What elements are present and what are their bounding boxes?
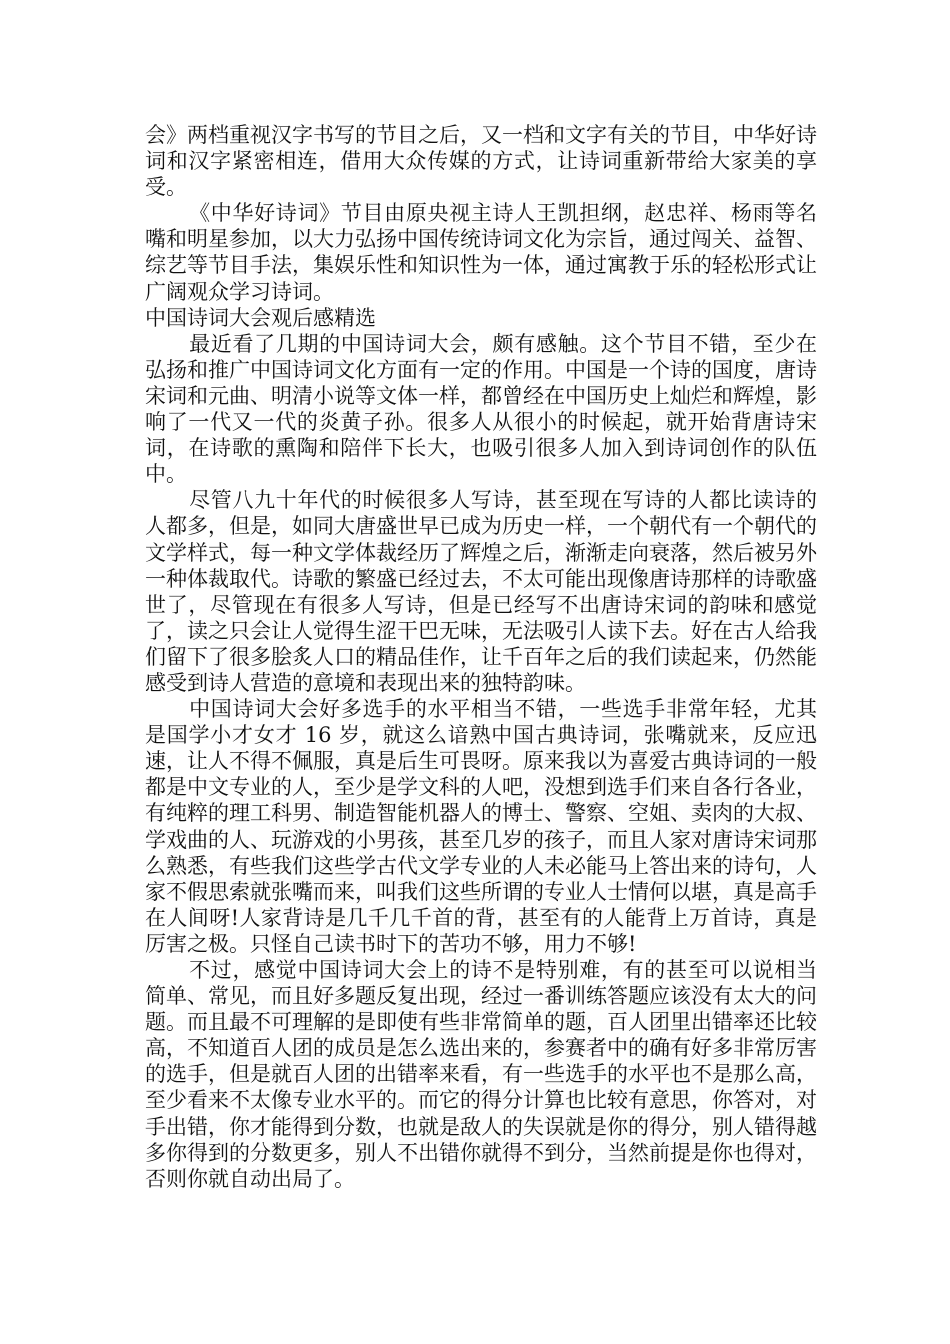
paragraph-difficulty: 不过，感觉中国诗词大会上的诗不是特别难，有的甚至可以说相当简单、常见，而且好多题反复出现，经过一番训练答题应该没有太大的问题。而且最不可理解的是即使有些非常简单的题，百人团里出错率还比较高，不知道百人团的成员是怎么选出来的，参赛者中的确有好多非常厉害的选手，但是就百人团的出错率来看，有一些选手的水平也不是那么高，至少看来不太像专业水平的。而它的得分计算也比较有意思，你答对，对手出错，你才能得到分数，也就是敌人的失误就是你的得分，别人错得越多你得到的分数更多，别人不出错你就得不到分，当然前提是你也得对，否则你就自动出局了。 [145,958,817,1191]
paragraph-continued: 会》两档重视汉字书写的节目之后，又一档和文字有关的节目，中华好诗词和汉字紧密相连，借用大众传媒的方式，让诗词重新带给大家美的享受。 [145,123,817,200]
paragraph-program-intro: 《中华好诗词》节目由原央视主诗人王凯担纲，赵忠祥、杨雨等名嘴和明星参加，以大力弘扬中国传统诗词文化为宗旨，通过闯关、益智、综艺等节目手法，集娱乐性和知识性为一体，通过寓教于乐的轻松形式让广阔观众学习诗词。 [145,201,817,304]
paragraph-poetry-decline: 尽管八九十年代的时候很多人写诗，甚至现在写诗的人都比读诗的人都多，但是，如同大唐盛世早已成为历史一样，一个朝代有一个朝代的文学样式，每一种文学体裁经历了辉煌之后，渐渐走向衰落，然后被另外一种体裁取代。诗歌的繁盛已经过去，不太可能出现像唐诗那样的诗歌盛世了，尽管现在有很多人写诗，但是已经写不出唐诗宋词的韵味和感觉了，读之只会让人觉得生涩干巴无味，无法吸引人读下去。好在古人给我们留下了很多脍炙人口的精品佳作，让千百年之后的我们读起来，仍然能感受到诗人营造的意境和表现出来的独特韵味。 [145,488,817,695]
paragraph-impression: 最近看了几期的中国诗词大会，颇有感触。这个节目不错，至少在弘扬和推广中国诗词文化方面有一定的作用。中国是一个诗的国度，唐诗宋词和元曲、明清小说等文体一样，都曾经在中国历史上灿烂和辉煌，影响了一代又一代的炎黄子孙。很多人从很小的时候起，就开始背唐诗宋词，在诗歌的熏陶和陪伴下长大，也吸引很多人加入到诗词创作的队伍中。 [145,331,817,487]
section-heading: 中国诗词大会观后感精选 [145,305,376,330]
paragraph-contestants: 中国诗词大会好多选手的水平相当不错，一些选手非常年轻，尤其是国学小才女才 16 岁，就这么谙熟中国古典诗词，张嘴就来，反应迅速，让人不得不佩服，真是后生可畏呀。原来我以为喜爱古典诗词的一般都是中文专业的人，至少是学文科的人吧，没想到选手们来自各行各业，有纯粹的理工科男、制造智能机器人的博士、警察、空姐、卖肉的大叔、学戏曲的人、玩游戏的小男孩，甚至几岁的孩子，而且人家对唐诗宋词那么熟悉，有些我们这些学古代文学专业的人未必能马上答出来的诗句，人家不假思索就张嘴而来，叫我们这些所谓的专业人士情何以堪，真是高手在人间呀!人家背诗是几千几千首的背，甚至有的人能背上万首诗，真是厉害之极。只怪自己读书时下的苦功不够，用力不够! [145,697,817,956]
document-body [145,122,817,1192]
